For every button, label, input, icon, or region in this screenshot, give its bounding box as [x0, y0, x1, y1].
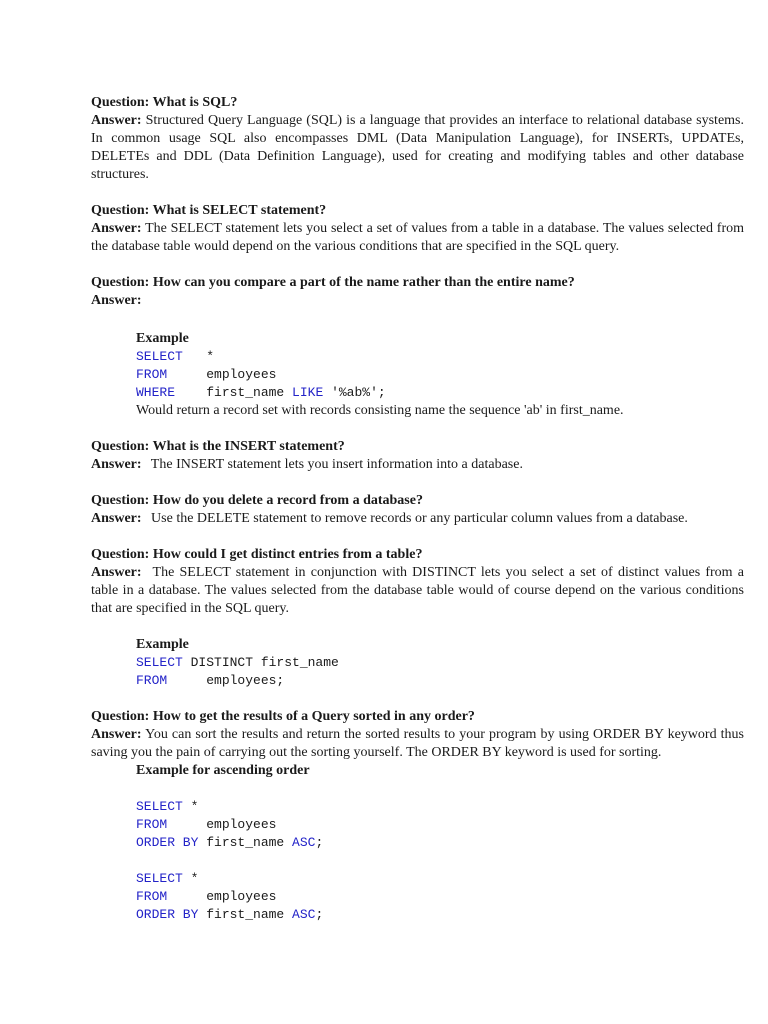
- answer-label: Answer:: [91, 293, 142, 308]
- sql-text: employees: [167, 817, 277, 832]
- qa-item: [91, 94, 744, 184]
- answer-body: Structured Query Language (SQL) is a language that provides an interface to relational database systems. In common usage SQL also encompasses DML (Data Manipulation Language), for INSERTs, UPDATEs, DELETEs and DDL (Data Definition Language), used for creating and modifying tables and other database structures.: [91, 113, 744, 182]
- question-heading: Question: How do you delete a record from a database?: [91, 493, 423, 508]
- qa-item: [91, 546, 744, 618]
- sql-text: '%ab%';: [323, 385, 386, 400]
- sql-text: DISTINCT first_name: [182, 655, 339, 670]
- sql-text: ;: [315, 907, 324, 922]
- code-block: [136, 348, 744, 402]
- qa-item: [91, 492, 744, 528]
- sql-keyword: FROM: [136, 817, 168, 832]
- sql-text: first_name: [198, 907, 293, 922]
- example-note: Would return a record set with records consisting name the sequence 'ab' in first_name.: [136, 403, 624, 418]
- answer-text: [91, 292, 744, 310]
- answer-body: You can sort the results and return the sorted results to your program by using ORDER BY keyword thus saving you the pain of carrying out the sorting yourself. The ORDER BY keyword is used for sorting.: [91, 727, 745, 760]
- question-heading: Question: How can you compare a part of the name rather than the entire name?: [91, 275, 575, 290]
- document-body: [91, 94, 744, 942]
- answer-label: Answer:: [91, 113, 142, 128]
- answer-text: [91, 564, 744, 618]
- code-block: [136, 654, 744, 690]
- answer-body: Use the DELETE statement to remove records or any particular column values from a database.: [151, 511, 688, 526]
- sql-keyword: ORDER BY: [136, 835, 199, 850]
- code-line: [136, 870, 744, 888]
- sql-text: employees: [167, 889, 277, 904]
- sql-text: employees: [167, 367, 277, 382]
- qa-item: [91, 202, 744, 256]
- code-line: [136, 888, 744, 906]
- code-line: [136, 348, 744, 366]
- example-title: Example for ascending order: [136, 763, 310, 778]
- code-line: [136, 906, 744, 924]
- qa-item: [91, 438, 744, 474]
- sql-keyword: LIKE: [292, 385, 324, 400]
- sql-keyword: FROM: [136, 889, 168, 904]
- code-line: [136, 672, 744, 690]
- example-block: [136, 762, 744, 924]
- code-block: [136, 870, 744, 924]
- code-block: [136, 798, 744, 852]
- answer-label: Answer:: [91, 511, 142, 526]
- answer-text: [91, 456, 744, 474]
- sql-keyword: SELECT: [136, 799, 183, 814]
- answer-label: Answer:: [91, 565, 142, 580]
- code-line: [136, 798, 744, 816]
- example-title: Example: [136, 331, 189, 346]
- example-title: Example: [136, 637, 189, 652]
- answer-text: [91, 220, 744, 256]
- sql-keyword: ASC: [292, 835, 316, 850]
- code-line: [136, 384, 744, 402]
- answer-label: Answer:: [91, 457, 142, 472]
- answer-body: The SELECT statement in conjunction with DISTINCT lets you select a set of distinct values from a table in a database. The values selected from the database table would of course depend on the various conditions that are specified in the SQL query.: [91, 565, 744, 616]
- sql-text: first_name: [175, 385, 293, 400]
- sql-keyword: SELECT: [136, 871, 183, 886]
- question-heading: Question: What is SQL?: [91, 95, 238, 110]
- sql-text: ;: [315, 835, 324, 850]
- sql-keyword: WHERE: [136, 385, 176, 400]
- sql-keyword: SELECT: [136, 349, 183, 364]
- question-heading: Question: What is the INSERT statement?: [91, 439, 345, 454]
- sql-keyword: FROM: [136, 673, 168, 688]
- answer-body: The INSERT statement lets you insert information into a database.: [150, 457, 523, 472]
- code-line: [136, 654, 744, 672]
- sql-keyword: FROM: [136, 367, 168, 382]
- sql-text: employees;: [167, 673, 285, 688]
- qa-item: [91, 274, 744, 310]
- qa-item: [91, 708, 744, 762]
- sql-keyword: ASC: [292, 907, 316, 922]
- sql-keyword: SELECT: [136, 655, 183, 670]
- sql-text: *: [182, 871, 199, 886]
- sql-text: *: [182, 349, 215, 364]
- answer-text: [91, 726, 744, 762]
- answer-text: [91, 510, 744, 528]
- code-line: [136, 816, 744, 834]
- sql-keyword: ORDER BY: [136, 907, 199, 922]
- answer-body: The SELECT statement lets you select a set of values from a table in a database. The values selected from the database table would depend on the various conditions that are specified in the SQL query.: [91, 221, 744, 254]
- question-heading: Question: How to get the results of a Query sorted in any order?: [91, 709, 475, 724]
- example-block: [136, 636, 744, 690]
- question-heading: Question: How could I get distinct entries from a table?: [91, 547, 423, 562]
- answer-label: Answer:: [91, 727, 142, 742]
- question-heading: Question: What is SELECT statement?: [91, 203, 327, 218]
- answer-label: Answer:: [91, 221, 142, 236]
- answer-text: [91, 112, 744, 184]
- sql-text: *: [182, 799, 199, 814]
- sql-text: first_name: [198, 835, 293, 850]
- code-line: [136, 834, 744, 852]
- example-block: [136, 330, 744, 420]
- code-line: [136, 366, 744, 384]
